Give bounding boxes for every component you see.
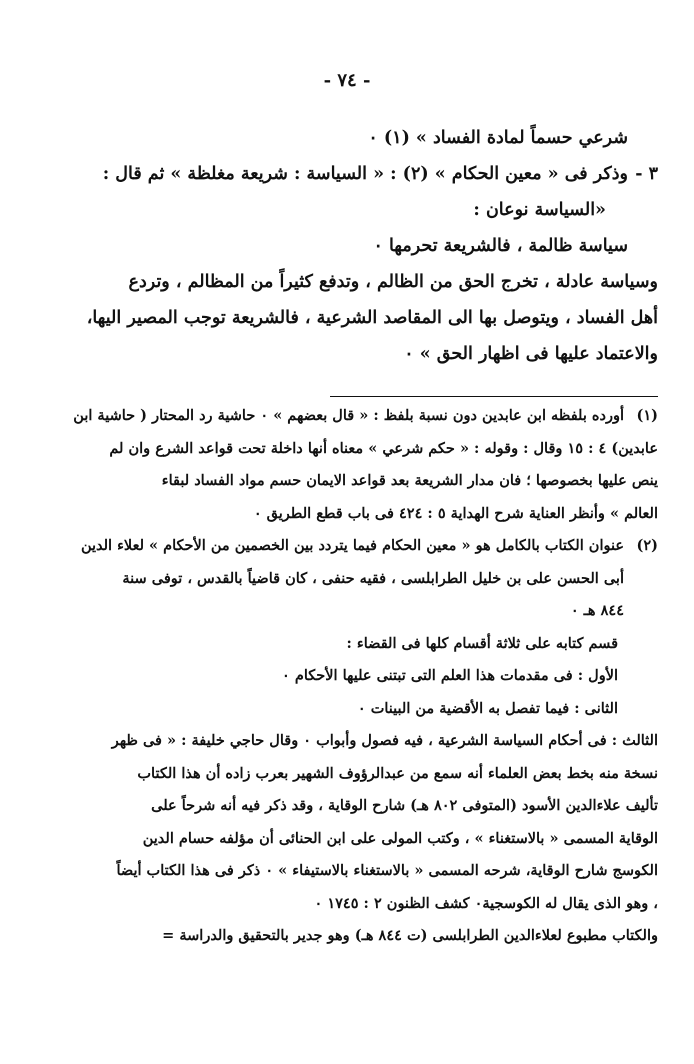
footnote-line: الثانى : فيما تفصل به الأقضية من البينات ٠ bbox=[357, 699, 618, 717]
footnote-line: العالم » وأنظر العناية شرح الهداية ٥ : ٤٢٤ فى باب قطع الطريق ٠ bbox=[253, 504, 658, 522]
footnote-line: الثالث : فى أحكام السياسة الشرعية ، فيه فصول وأبواب ٠ وقال حاجي خليفة : « فى ظهر bbox=[111, 732, 658, 749]
footnote-line: الأول : فى مقدمات هذا العلم التى تبتنى عليها الأحكام ٠ bbox=[282, 667, 618, 684]
page-number: - ٧٤ - bbox=[323, 70, 371, 91]
footnote-marker: (٢) bbox=[636, 537, 658, 554]
footnote-line: ٨٤٤ هـ ٠ bbox=[570, 602, 624, 619]
footnote-marker: (١) bbox=[636, 407, 658, 424]
footnotes bbox=[70, 400, 658, 953]
footnote-line: نسخة منه بخط بعض العلماء أنه سمع من عبدالرؤوف الشهير بعرب زاده أن هذا الكتاب bbox=[137, 764, 658, 782]
footnote-line: أبى الحسن على بن خليل الطرابلسى ، فقيه حنفى ، كان قاضياً بالقدس ، توفى سنة bbox=[122, 569, 624, 587]
footnote-line: تأليف علاءالدين الأسود (المتوفى ٨٠٢ هـ) شارح الوقاية ، وقد ذكر فيه أنه شرحاً على bbox=[151, 797, 658, 814]
footnote-line bbox=[70, 400, 658, 433]
text-line: شرعي حسماً لمادة الفساد » (١) ٠ bbox=[368, 128, 628, 148]
text-line: سياسة ظالمة ، فالشريعة تحرمها ٠ bbox=[373, 236, 628, 256]
footnote-text: عنوان الكتاب بالكامل هو « معين الحكام فيما يتردد بين الخصمين من الأحكام » لعلاء الدين bbox=[80, 537, 624, 554]
footnote-line: الكوسج شارح الوقاية، شرحه المسمى « بالاستغناء بالاستيفاء » ٠ ذكر فى هذا الكتاب أيضاً bbox=[116, 862, 658, 879]
footnote-line: الوقاية المسمى « بالاستغناء » ، وكتب المولى على ابن الحنائى أن مؤلفه حسام الدين bbox=[142, 829, 658, 847]
footnote-line: عابدين) ٤ : ١٥ وقال : وقوله : « حكم شرعي » معناه أنها داخلة تحت قواعد الشرع وان لم bbox=[109, 439, 658, 457]
text-line: «السياسة نوعان : bbox=[473, 200, 606, 220]
footnote-line: والكتاب مطبوع لعلاءالدين الطرابلسى (ت ٨٤٤ هـ) وهو جدير بالتحقيق والدراسة = bbox=[162, 927, 658, 944]
text-line: أهل الفساد ، ويتوصل بها الى المقاصد الشرعية ، فالشريعة توجب المصير اليها، bbox=[86, 308, 658, 328]
footnote-line: ، وهو الذى يقال له الكوسجية٠ كشف الظنون ٢ : ١٧٤٥ ٠ bbox=[314, 894, 658, 912]
footnote-text: أورده بلفظه ابن عابدين دون نسبة بلفظ : « قال بعضهم » ٠ حاشية رد المحتار ( حاشية ابن bbox=[73, 407, 624, 424]
text-line-content: وذكر فى « معين الحكام » (٢) : « السياسة : شريعة مغلظة » ثم قال : bbox=[102, 164, 628, 184]
footnote-separator bbox=[330, 396, 658, 397]
footnote-line bbox=[70, 530, 658, 563]
main-text bbox=[70, 120, 658, 372]
text-line bbox=[70, 156, 658, 192]
text-line: وسياسة عادلة ، تخرج الحق من الظالم ، وتدفع كثيراً من المظالم ، وتردع bbox=[128, 272, 658, 292]
footnote-line: ينص عليها بخصوصها ؛ فان مدار الشريعة بعد قواعد الايمان حسم مواد الفساد لبقاء bbox=[161, 472, 658, 489]
item-number: ٣ - bbox=[635, 164, 658, 184]
footnote-line: قسم كتابه على ثلاثة أقسام كلها فى القضاء : bbox=[346, 634, 618, 652]
text-line: والاعتماد عليها فى اظهار الحق » ٠ bbox=[404, 344, 658, 364]
